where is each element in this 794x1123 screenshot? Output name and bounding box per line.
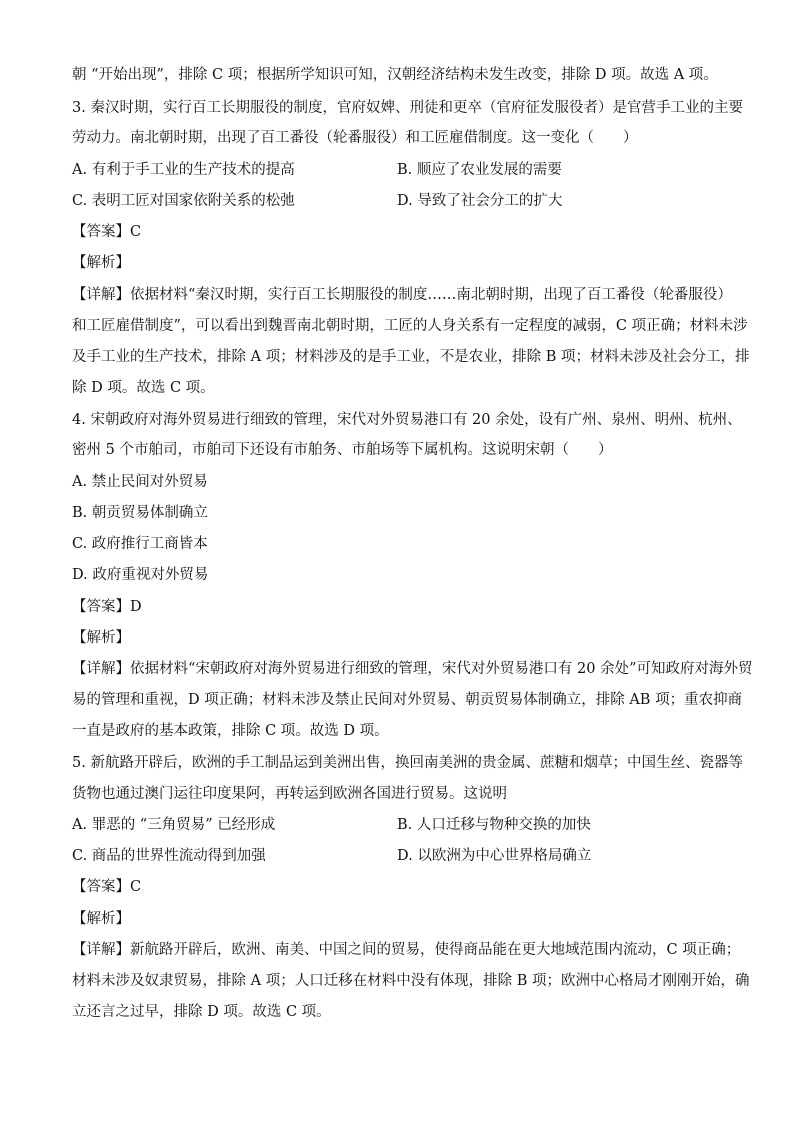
question-5-stem-cont: 货物也通过澳门运往印度果阿，再转运到欧洲各国进行贸易。这说明: [72, 786, 507, 802]
q3-explanation-line: 及手工业的生产技术，排除 A 项；材料涉及的是手工业，不是农业，排除 B 项；材料未涉及社会分工，排: [72, 349, 750, 365]
q3-option-c: C. 表明工匠对国家依附关系的松弛: [72, 193, 295, 209]
q3-option-d: D. 导致了社会分工的扩大: [397, 193, 563, 209]
q3-option-a: A. 有利于手工业的生产技术的提高: [72, 162, 295, 178]
question-5-stem: 5. 新航路开辟后，欧洲的手工制品运到美洲出售，换回南美洲的贵金属、蔗糖和烟草；中国生丝、瓷器等: [72, 755, 743, 771]
q5-analysis-heading: 【解析】: [72, 911, 130, 927]
q4-option-c: C. 政府推行工商皆本: [72, 536, 208, 552]
q5-answer: 【答案】C: [72, 879, 142, 895]
question-3-stem: 3. 秦汉时期，实行百工长期服役的制度，官府奴婢、刑徒和更卒（官府征发服役者）是官营手工业的主要: [72, 100, 743, 116]
q5-explanation-line: 材料未涉及奴隶贸易，排除 A 项；人口迁移在材料中没有体现，排除 B 项；欧洲中心格局才刚刚开始，确: [72, 973, 750, 989]
q4-analysis-heading: 【解析】: [72, 630, 130, 646]
q3-explanation-line: 和工匠雇借制度”，可以看出到魏晋南北朝时期，工匠的人身关系有一定程度的减弱，C 项正确；材料未涉: [72, 318, 748, 334]
q4-option-b: B. 朝贡贸易体制确立: [72, 505, 208, 521]
q4-option-a: A. 禁止民间对外贸易: [72, 474, 208, 490]
q5-explanation-line: 立还言之过早，排除 D 项。故选 C 项。: [72, 1004, 331, 1020]
q3-explanation-line: 除 D 项。故选 C 项。: [72, 380, 215, 396]
text-line: 朝 “开始出现”，排除 C 项；根据所学知识可知，汉朝经济结构未发生改变，排除 D 项。故选 A 项。: [72, 67, 718, 83]
q5-option-d: D. 以欧洲为中心世界格局确立: [397, 848, 592, 864]
q3-explanation-line: 【详解】依据材料“秦汉时期，实行百工长期服役的制度……南北朝时期，出现了百工番役（轮番服役）: [72, 287, 732, 303]
q5-option-c: C. 商品的世界性流动得到加强: [72, 848, 266, 864]
q4-explanation-line: 【详解】依据材料“宋朝政府对海外贸易进行细致的管理，宋代对外贸易港口有 20 余处”可知政府对海外贸: [72, 661, 753, 677]
question-4-stem-cont: 密州 5 个市舶司，市舶司下还设有市舶务、市舶场等下属机构。这说明宋朝（ ）: [72, 442, 613, 458]
q4-explanation-line: 易的管理和重视，D 项正确；材料未涉及禁止民间对外贸易、朝贡贸易体制确立，排除 AB 项；重农抑商: [72, 692, 743, 708]
q4-explanation-line: 一直是政府的基本政策，排除 C 项。故选 D 项。: [72, 723, 389, 739]
q5-option-b: B. 人口迁移与物种交换的加快: [397, 817, 591, 833]
q5-explanation-line: 【详解】新航路开辟后，欧洲、南美、中国之间的贸易，使得商品能在更大地域范围内流动，C 项正确；: [72, 942, 741, 958]
q3-option-b: B. 顺应了农业发展的需要: [397, 162, 562, 178]
q3-answer: 【答案】C: [72, 224, 142, 240]
q5-option-a: A. 罪恶的 “三角贸易” 已经形成: [72, 817, 276, 833]
question-4-stem: 4. 宋朝政府对海外贸易进行细致的管理，宋代对外贸易港口有 20 余处，设有广州、泉州、明州、杭州、: [72, 412, 742, 428]
q3-analysis-heading: 【解析】: [72, 255, 130, 271]
q4-answer: 【答案】D: [72, 599, 142, 615]
question-3-stem-cont: 劳动力。南北朝时期，出现了百工番役（轮番服役）和工匠雇借制度。这一变化（ ）: [72, 130, 638, 146]
q4-option-d: D. 政府重视对外贸易: [72, 567, 209, 583]
